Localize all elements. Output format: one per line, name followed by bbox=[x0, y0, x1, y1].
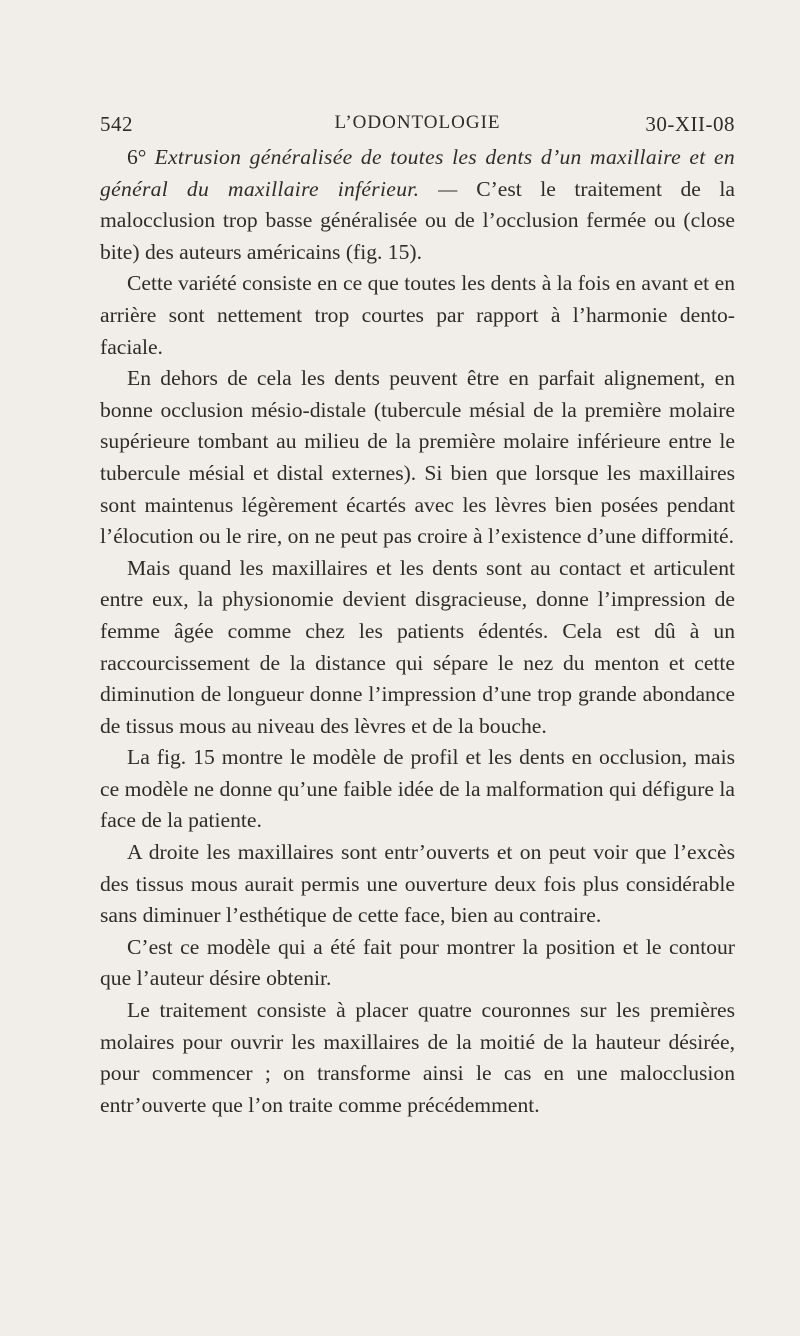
paragraph: C’est ce modèle qui a été fait pour montrer la position et le contour que l’auteur désire obtenir. bbox=[100, 934, 735, 991]
journal-title: L’ODONTOLOGIE bbox=[334, 112, 501, 133]
paragraph: Le traitement consiste à placer quatre couronnes sur les premières molaires pour ouvrir les maxillaires de la moitié de la hauteur désirée, pour commencer ; on transforme ainsi le cas en une malocclusion entr’ouverte que l’on traite comme précédemment. bbox=[100, 998, 735, 1117]
paragraph: La fig. 15 montre le modèle de profil et les dents en occlusion, mais ce modèle ne donne qu’une faible idée de la malformation qui défigure la face de la patiente. bbox=[100, 745, 735, 833]
section-title: Extrusion généralisée de toutes les dents d’un maxillaire et en général du maxillaire inférieur. — bbox=[100, 145, 735, 201]
issue-date: 30-XII-08 bbox=[645, 112, 735, 136]
running-head bbox=[100, 112, 735, 142]
body-text bbox=[100, 142, 735, 1121]
paragraph: A droite les maxillaires sont entr’ouverts et on peut voir que l’excès des tissus mous aurait permis une ouverture deux fois plus considérable sans diminuer l’esthétique de cette face, bien au contraire. bbox=[100, 840, 735, 928]
page-number: 542 bbox=[100, 112, 133, 136]
section-intro: C’est le traitement de la malocclusion trop basse généralisée ou de l’occlusion fermée ou (close bite) des auteurs américains (fig. 15). bbox=[100, 176, 736, 264]
paragraph: Mais quand les maxillaires et les dents sont au contact et articulent entre eux, la physionomie devient disgracieuse, donne l’impression de femme âgée comme chez les patients édentés. Cela est dû à un raccourcissement de la distance qui sépare le nez du menton et cette diminution de longueur donne l’impression d’une trop grande abondance de tissus mous au niveau des lèvres et de la bouche. bbox=[100, 555, 735, 738]
book-page bbox=[100, 112, 735, 1121]
section-heading-paragraph bbox=[100, 142, 735, 268]
section-number: 6° bbox=[127, 145, 147, 169]
paragraph: En dehors de cela les dents peuvent être en parfait alignement, en bonne occlusion mésio-distale (tubercule mésial de la première molaire supérieure tombant au milieu de la première molaire inférieure entre le tubercule mésial et distal externes). Si bien que lorsque les maxillaires sont maintenus légèrement écartés avec les lèvres bien posées pendant l’élocution ou le rire, on ne peut pas croire à l’existence d’une difformité. bbox=[100, 366, 735, 549]
paragraph: Cette variété consiste en ce que toutes les dents à la fois en avant et en arrière sont nettement trop courtes par rapport à l’harmonie dento-faciale. bbox=[100, 271, 735, 359]
